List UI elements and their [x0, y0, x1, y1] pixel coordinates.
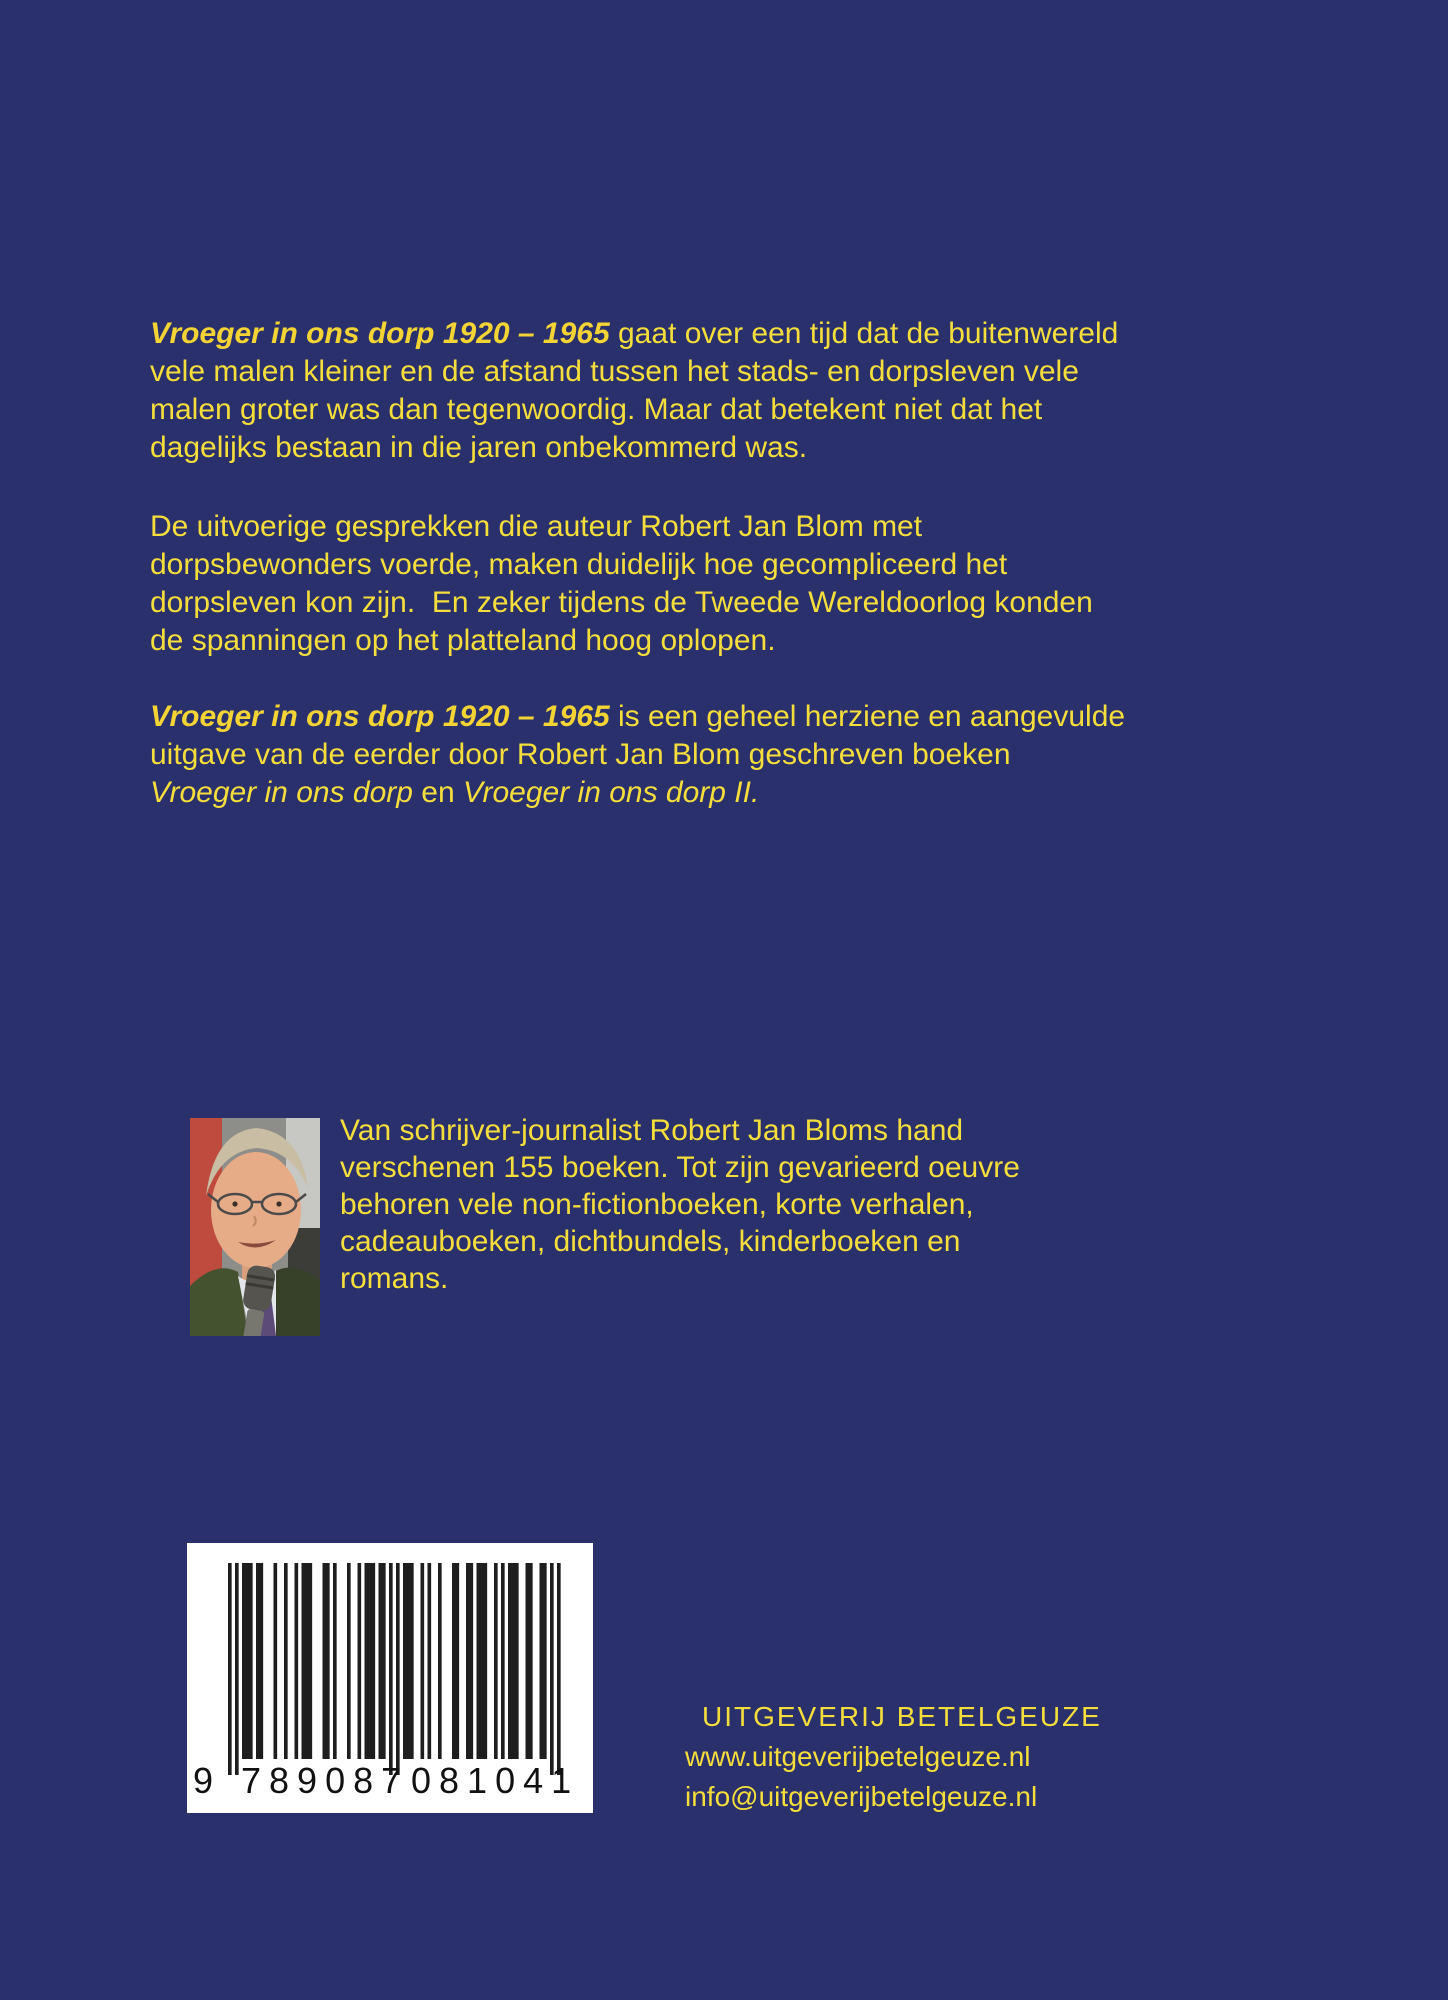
author-photo [190, 1118, 320, 1336]
publisher-email: info@uitgeverijbetelgeuze.nl [685, 1781, 1038, 1812]
author-bio-line: Van schrijver-journalist Robert Jan Bloms hand [340, 1114, 964, 1147]
paragraph-edition [150, 698, 1125, 812]
barcode-bar [235, 1563, 239, 1775]
publisher-name: UITGEVERIJ BETELGEUZE [702, 1701, 1102, 1732]
barcode-bar [515, 1563, 519, 1759]
paragraph-interviews [150, 508, 1093, 660]
face [211, 1152, 301, 1268]
author-bio-line: romans. [340, 1262, 449, 1295]
barcode-bar [249, 1563, 253, 1759]
text-line [150, 429, 1118, 467]
text-run: dagelijks bestaan in die jaren onbekommerd was. [150, 431, 808, 464]
barcode-bar [438, 1563, 442, 1759]
text-line [150, 353, 1118, 391]
text-run: is een geheel herziene en aangevulde [609, 700, 1126, 733]
barcode-bar [466, 1563, 470, 1759]
text-line [150, 584, 1093, 622]
text-run: malen groter was dan tegenwoordig. Maar dat betekent niet dat het [150, 393, 1043, 426]
text-line [150, 546, 1093, 584]
barcode-bar [410, 1563, 414, 1759]
barcode-bar [347, 1563, 351, 1759]
text-run: vele malen kleiner en de afstand tussen het stads- en dorpsleven vele [150, 355, 1079, 388]
text-run: uitgave van de eerder door Robert Jan Blom geschreven boeken [150, 738, 1011, 771]
publisher-block [685, 1697, 1102, 1817]
text-line [150, 622, 1093, 660]
barcode-bar [274, 1563, 278, 1759]
barcode-bar [508, 1563, 512, 1759]
barcode-bar [456, 1563, 460, 1759]
barcode-bar [365, 1563, 369, 1759]
barcode-bar [228, 1563, 232, 1775]
book-title-run: Vroeger in ons dorp [150, 776, 413, 809]
barcode-bar [543, 1563, 547, 1759]
barcode-bar [323, 1563, 327, 1759]
barcode-bar [540, 1563, 544, 1759]
text-line [150, 315, 1118, 353]
barcode-bar [484, 1563, 488, 1759]
paragraph-intro [150, 315, 1118, 467]
barcode-bar [557, 1563, 561, 1775]
text-line [150, 508, 1093, 546]
author-bio [340, 1112, 1020, 1297]
isbn-right-group: 081041 [411, 1760, 580, 1801]
isbn-left-group: 789087 [241, 1760, 410, 1801]
text-line [150, 698, 1125, 736]
author-bio-line: verschenen 155 boeken. Tot zijn gevarieerd oeuvre [340, 1151, 1020, 1184]
barcode-bar [480, 1563, 484, 1759]
barcode-bar [382, 1563, 386, 1759]
barcode-bar [396, 1563, 400, 1775]
text-run: dorpsleven kon zijn. En zeker tijdens de Tweede Wereldoorlog konden [150, 586, 1093, 619]
barcode-bar [550, 1563, 554, 1775]
barcode-bar [372, 1563, 376, 1759]
barcode-bar [526, 1563, 530, 1759]
barcode-bar [242, 1563, 246, 1759]
barcode-bar [477, 1563, 481, 1759]
barcode-bar [403, 1563, 407, 1759]
barcode-bar [305, 1563, 309, 1759]
publisher-website: www.uitgeverijbetelgeuze.nl [685, 1741, 1031, 1772]
barcode-bar [494, 1563, 498, 1759]
barcode-bar [333, 1563, 337, 1759]
isbn-lead-digit: 9 [193, 1760, 214, 1801]
barcode-bar [421, 1563, 425, 1759]
barcode-bar [529, 1563, 533, 1759]
barcode-bar [309, 1563, 313, 1759]
barcode-bar [512, 1563, 516, 1759]
text-line [150, 391, 1118, 429]
author-bio-line: cadeauboeken, dichtbundels, kinderboeken en [340, 1225, 961, 1258]
text-run: gaat over een tijd dat de buitenwereld [609, 317, 1119, 350]
barcode-graphic [187, 1543, 593, 1813]
text-run: en [412, 776, 464, 809]
barcode-bar [246, 1563, 250, 1759]
text-run: de spanningen op het platteland hoog oplopen. [150, 624, 776, 657]
barcode-bar [358, 1563, 362, 1759]
barcode-bar [284, 1563, 288, 1759]
barcode-bar [302, 1563, 306, 1759]
barcode-bar [452, 1563, 456, 1759]
text-line [150, 774, 1125, 812]
text-line [150, 736, 1125, 774]
barcode-bar [501, 1563, 505, 1759]
barcode-bar [389, 1563, 393, 1775]
text-run: dorpsbewonders voerde, maken duidelijk hoe gecompliceerd het [150, 548, 1008, 581]
text-run: De uitvoerige gesprekken die auteur Robert Jan Blom met [150, 510, 923, 543]
barcode-bar [407, 1563, 411, 1759]
barcode-bar [295, 1563, 299, 1759]
barcode-bar [379, 1563, 383, 1759]
barcode-bar [470, 1563, 474, 1759]
barcode-bar [428, 1563, 432, 1759]
book-title-run: Vroeger in ons dorp 1920 – 1965 [150, 317, 610, 350]
isbn-barcode [187, 1543, 593, 1813]
author-bio-line: behoren vele non-fictionboeken, korte verhalen, [340, 1188, 974, 1221]
barcode-bar [256, 1563, 260, 1759]
book-title-run: Vroeger in ons dorp II. [463, 776, 760, 809]
book-title-run: Vroeger in ons dorp 1920 – 1965 [150, 700, 610, 733]
barcode-bar [260, 1563, 264, 1759]
barcode-bar [368, 1563, 372, 1759]
barcode-bar [326, 1563, 330, 1759]
